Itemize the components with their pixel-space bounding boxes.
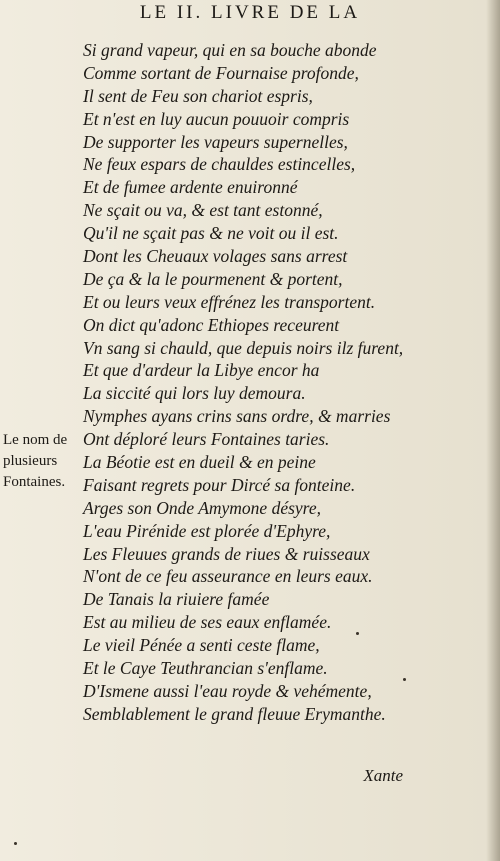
poem-line: La siccité qui lors luy demoura. (83, 383, 306, 404)
poem-line: Dont les Cheuaux volages sans arrest (83, 246, 348, 267)
poem-line: Et que d'ardeur la Libye encor ha (83, 360, 320, 381)
catchword: Xante (363, 766, 403, 785)
poem-line: L'eau Pirénide est plorée d'Ephyre, (83, 520, 331, 541)
margin-note-line: Fontaines. (3, 474, 66, 490)
poem-line: Ne feux espars de chauldes estincelles, (83, 154, 356, 175)
ink-speck (403, 678, 406, 681)
ink-speck (14, 842, 17, 845)
poem-line: Vn sang si chauld, que depuis noirs ilz furent, (83, 337, 404, 358)
poem-line: La Béotie est en dueil & en peine (83, 452, 316, 473)
poem-line: Et le Caye Teuthrancian s'enflame. (83, 658, 328, 679)
poem-line: De supporter les vapeurs supernelles, (83, 131, 348, 152)
poem-line: N'ont de ce feu asseurance en leurs eaux. (83, 566, 373, 587)
poem-line: Ont déploré leurs Fontaines taries. (83, 429, 330, 450)
poem-line: Ne sçait ou va, & est tant estonné, (83, 200, 323, 221)
poem-line: Faisant regrets pour Dircé sa fonteine. (83, 474, 356, 495)
poem-line: Qu'il ne sçait pas & ne voit ou il est. (83, 223, 339, 244)
poem-line: Le vieil Pénée a senti ceste flame, (83, 635, 320, 656)
running-header: LE II. LIVRE DE LA (139, 2, 361, 23)
margin-note-line: plusieurs (3, 453, 58, 469)
poem-line: Comme sortant de Fournaise profonde, (83, 62, 359, 83)
poem-line: De Tanais la riuiere famée (83, 589, 270, 610)
ink-speck (356, 632, 359, 635)
poem-line: Il sent de Feu son chariot espris, (83, 85, 313, 106)
poem-line: Arges son Onde Amymone désyre, (83, 497, 321, 518)
poem-line: Semblablement le grand fleuue Erymanthe. (83, 703, 386, 724)
poem-line: De ça & la le pourmenent & portent, (83, 268, 343, 289)
poem-line: Les Fleuues grands de riues & ruisseaux (83, 543, 370, 564)
poem-text (83, 39, 493, 726)
poem-line: Et de fumee ardente enuironné (83, 177, 298, 198)
poem-line: Nymphes ayans crins sans ordre, & marries (83, 406, 391, 427)
margin-note-line: Le nom de (3, 432, 68, 448)
poem-line: Est au milieu de ses eaux enflamée. (83, 612, 332, 633)
poem-line: Si grand vapeur, qui en sa bouche abonde (83, 40, 377, 60)
poem-line: On dict qu'adonc Ethiopes receurent (83, 314, 340, 335)
margin-note (3, 430, 87, 493)
poem-line: D'Ismene aussi l'eau royde & vehémente, (83, 680, 372, 701)
poem-line: Et ou leurs veux effrénez les transportent. (83, 291, 376, 312)
poem-line: Et n'est en luy aucun pouuoir compris (83, 108, 350, 129)
